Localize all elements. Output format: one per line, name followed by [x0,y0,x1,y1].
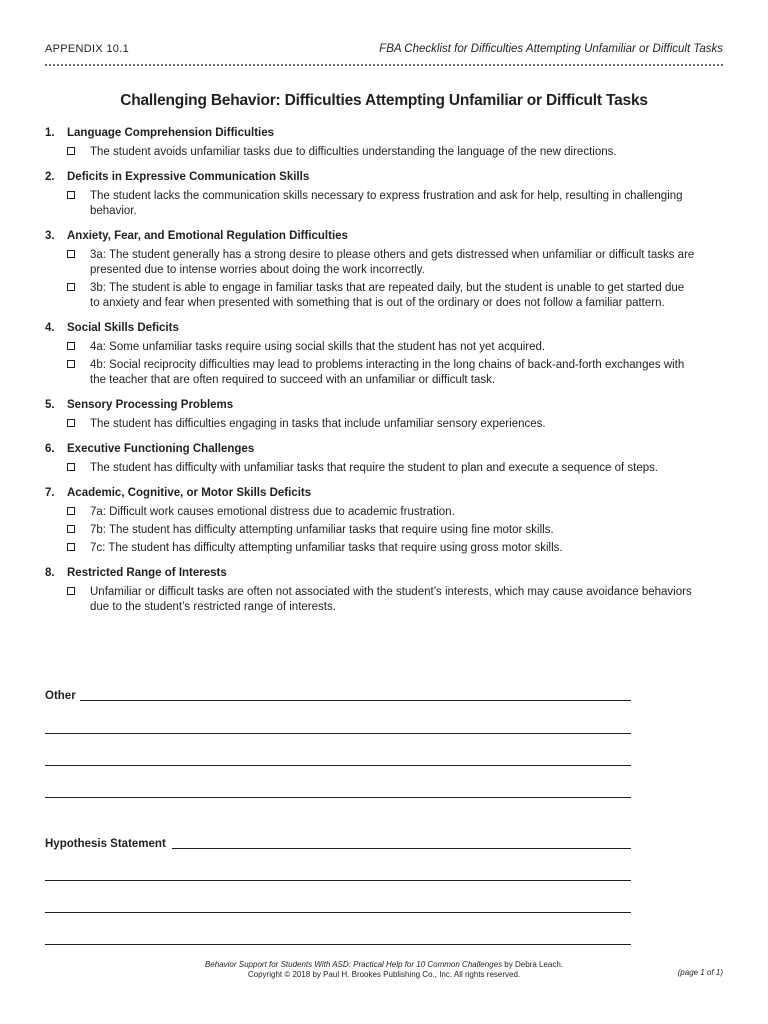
other-line-3[interactable] [45,753,631,767]
checklist-item[interactable] [45,505,725,520]
footer-credit [0,960,768,980]
section-heading [45,442,725,457]
blank-underline [45,912,631,913]
other-label: Other [45,690,80,702]
section-3 [45,229,725,311]
page-number: (page 1 of 1) [677,968,723,977]
section-5 [45,398,725,432]
other-line-2[interactable] [45,721,631,735]
section-1 [45,126,725,160]
checkbox-icon[interactable] [67,283,75,291]
section-8 [45,566,725,615]
checklist [45,126,725,625]
section-heading-text: Academic, Cognitive, or Motor Skills Deficits [67,487,312,499]
blank-underline [45,944,631,945]
section-heading [45,486,725,501]
section-heading-text: Social Skills Deficits [67,322,179,334]
section-heading [45,566,725,581]
checkbox-icon[interactable] [67,419,75,427]
hypothesis-underline [172,848,631,849]
hypothesis-line[interactable] [45,836,631,850]
section-heading [45,398,725,413]
checklist-item[interactable] [45,340,725,355]
other-underline [79,700,631,701]
checklist-item[interactable] [45,248,725,278]
section-heading [45,170,725,185]
section-number: 5. [45,399,55,411]
checklist-item-text: 3a: The student generally has a strong desire to please others and gets distressed when unfamiliar or difficult tasks are presented due to intense worries about doing the work incorrectly. [90,249,695,276]
section-heading-text: Restricted Range of Interests [67,567,227,579]
checklist-item-text: 7b: The student has difficulty attempting unfamiliar tasks that require using fine motor skills. [90,524,554,536]
checkbox-icon[interactable] [67,507,75,515]
checklist-item-text: 4b: Social reciprocity difficulties may lead to problems interacting in the long chains of back-and-forth exchanges with the teacher that are often required to succeed with an unfamiliar or difficult task. [90,359,685,386]
checklist-item[interactable] [45,417,725,432]
running-header [45,43,723,59]
other-line-4[interactable] [45,785,631,799]
section-heading-text: Language Comprehension Difficulties [67,127,275,139]
section-7 [45,486,725,556]
blank-underline [45,733,631,734]
checkbox-icon[interactable] [67,342,75,350]
checkbox-icon[interactable] [67,191,75,199]
checklist-item[interactable] [45,145,725,160]
footer-author: by Debra Leach. [502,960,564,969]
footer-copyright: Copyright © 2018 by Paul H. Brookes Publishing Co., Inc. All rights reserved. [247,970,521,979]
checklist-item[interactable] [45,281,725,311]
checklist-item-text: Unfamiliar or difficult tasks are often not associated with the student’s interests, which may cause avoidance behaviors due to the student’s restricted range of interests. [90,586,692,613]
checklist-item[interactable] [45,461,725,476]
appendix-label: APPENDIX 10.1 [45,43,129,55]
blank-underline [45,797,631,798]
section-heading-text: Anxiety, Fear, and Emotional Regulation Difficulties [67,230,348,242]
checkbox-icon[interactable] [67,250,75,258]
section-heading [45,321,725,336]
footer-book-title: Behavior Support for Students With ASD: Practical Help for 10 Common Challenges [204,960,503,969]
checkbox-icon[interactable] [67,147,75,155]
checklist-item-text: The student has difficulties engaging in tasks that include unfamiliar sensory experiences. [90,418,546,430]
checklist-item-text: 3b: The student is able to engage in familiar tasks that are repeated daily, but the student is unable to get started due to anxiety and fear when presented with something that is out of the ordinary or does not follow a familiar pattern. [90,282,685,309]
section-number: 8. [45,567,55,579]
section-heading [45,229,725,244]
section-heading-text: Executive Functioning Challenges [67,443,255,455]
checklist-title: FBA Checklist for Difficulties Attempting Unfamiliar or Difficult Tasks [379,43,723,55]
checklist-item[interactable] [45,523,725,538]
checkbox-icon[interactable] [67,543,75,551]
page-title: Challenging Behavior: Difficulties Attempting Unfamiliar or Difficult Tasks [120,92,648,109]
hypothesis-line-3[interactable] [45,900,631,914]
section-number: 3. [45,230,55,242]
section-heading-text: Sensory Processing Problems [67,399,234,411]
checklist-item-text: The student lacks the communication skills necessary to express frustration and ask for help, resulting in challenging behavior. [90,190,683,217]
checklist-item[interactable] [45,358,725,388]
section-number: 4. [45,322,55,334]
checklist-item[interactable] [45,541,725,556]
section-2 [45,170,725,219]
other-line[interactable] [45,688,631,702]
section-6 [45,442,725,476]
checkbox-icon[interactable] [67,587,75,595]
section-heading [45,126,725,141]
checklist-item-text: 4a: Some unfamiliar tasks require using social skills that the student has not yet acquired. [90,341,546,353]
hypothesis-line-4[interactable] [45,932,631,946]
header-divider [45,64,723,66]
checklist-item[interactable] [45,189,725,219]
hypothesis-line-2[interactable] [45,868,631,882]
checklist-item-text: 7a: Difficult work causes emotional distress due to academic frustration. [90,506,455,518]
hypothesis-label: Hypothesis Statement [45,838,170,850]
blank-underline [45,765,631,766]
checklist-item-text: 7c: The student has difficulty attempting unfamiliar tasks that require using gross motor skills. [90,542,563,554]
section-number: 7. [45,487,55,499]
checkbox-icon[interactable] [67,360,75,368]
section-4 [45,321,725,388]
section-heading-text: Deficits in Expressive Communication Skills [67,171,310,183]
checklist-item-text: The student avoids unfamiliar tasks due to difficulties understanding the language of the new directions. [90,146,617,158]
checkbox-icon[interactable] [67,463,75,471]
section-number: 2. [45,171,55,183]
checklist-item-text: The student has difficulty with unfamiliar tasks that require the student to plan and execute a sequence of steps. [90,462,659,474]
section-number: 6. [45,443,55,455]
checklist-item[interactable] [45,585,725,615]
section-number: 1. [45,127,55,139]
blank-underline [45,880,631,881]
checkbox-icon[interactable] [67,525,75,533]
